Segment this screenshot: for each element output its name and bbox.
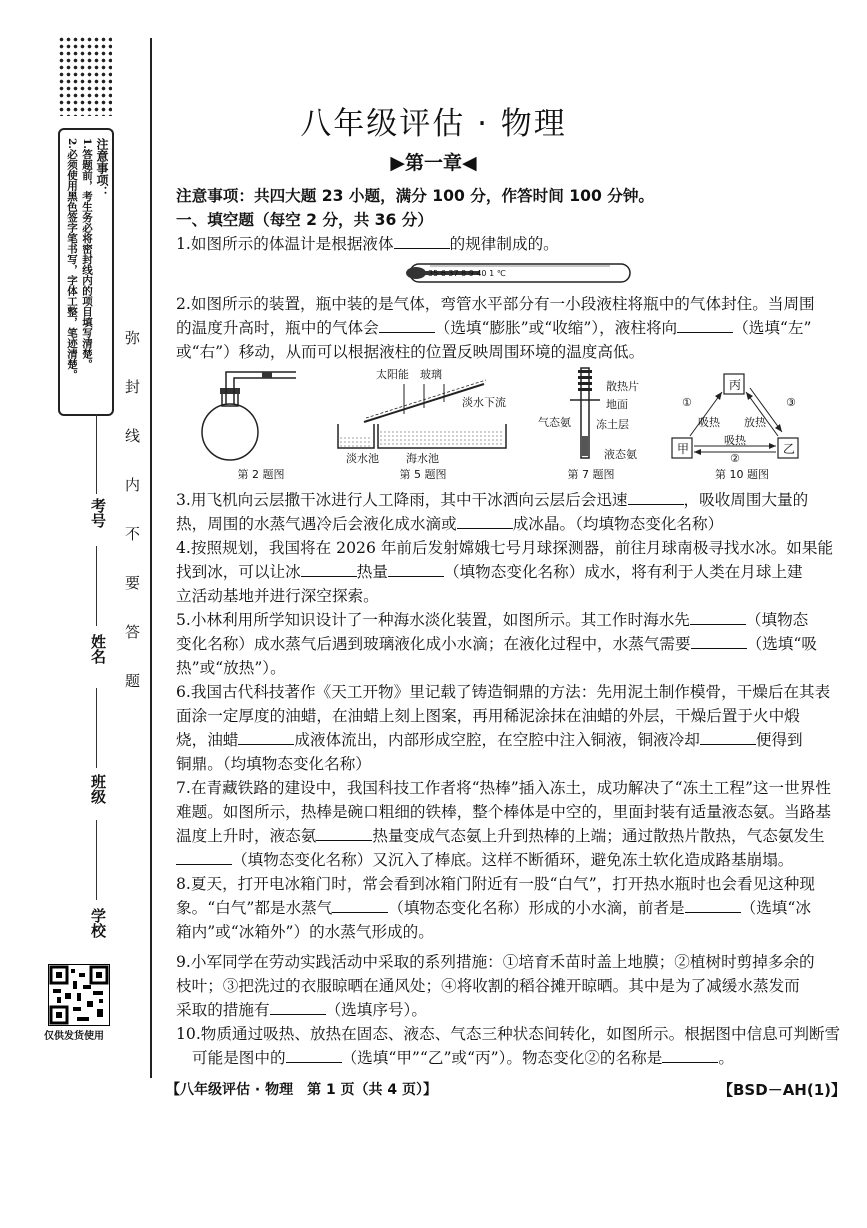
question-5-line-3: 热”或“放热”）。 — [176, 659, 286, 677]
question-8-line-1: 8.夏天，打开电冰箱门时，常会看到冰箱门附近有一股“白气”，打开热水瓶时也会看见这种现 — [176, 875, 815, 893]
fig7-label-heat-sink: 散热片 — [606, 380, 639, 393]
question-6-line-2: 面涂一定厚度的油蜡，在油蜡上刻上图案，再用稀泥涂抹在油蜡的外层，干燥后置于火中煅 — [176, 707, 800, 725]
question-6-line-3 — [176, 730, 840, 750]
q10-blank-1 — [286, 1048, 342, 1063]
question-7-line-4 — [176, 850, 840, 870]
question-10-line-2 — [192, 1048, 856, 1068]
exam-no-underline — [96, 414, 97, 494]
exam-no-label: 考号 — [89, 498, 107, 528]
thermometer-scale: 35 6 37 8 9 40 1 ℃ — [428, 269, 506, 278]
q2-text-a: 的温度升高时，瓶中的气体会 — [176, 319, 379, 337]
q6-text-a: 烧，油蜡 — [176, 731, 239, 749]
fig10-box-bing: 丙 — [729, 378, 742, 392]
q2-blank-1 — [379, 318, 435, 333]
q3-text-d: 成冰晶。（均填物态变化名称） — [512, 515, 724, 533]
question-9-line-1: 9.小军同学在劳动实践活动中采取的系列措施：①培育禾苗时盖上地膜；②植树时剪掉多余的 — [176, 953, 815, 971]
q9-text-a: 采取的措施有 — [176, 1001, 270, 1019]
footer-page-info: 【八年级评估 · 物理 第 1 页（共 4 页）】 — [166, 1082, 438, 1098]
class-label: 班级 — [89, 774, 107, 804]
q8-blank-1 — [332, 898, 388, 913]
q8-text-a: 象。“白气”都是水蒸气 — [176, 899, 333, 917]
fig7-label-gas: 气态氨 — [538, 416, 571, 429]
fig5-label-sea-pool: 海水池 — [406, 452, 439, 465]
question-4-line-3: 立活动基地并进行深空探索。 — [176, 587, 379, 605]
q2-blank-2 — [677, 318, 733, 333]
fig7-caption: 第 7 题图 — [567, 468, 615, 481]
question-3-line-2 — [176, 514, 840, 534]
q3-blank-1 — [628, 490, 684, 505]
q1-text-b: 的规律制成的。 — [449, 235, 559, 253]
notice-item-1: 1.答题前，考生务必将密封线内的项目填写清楚。 — [81, 138, 93, 370]
q4-blank-1 — [301, 562, 357, 577]
fig2-caption: 第 2 题图 — [237, 468, 285, 481]
fig10-label-2: ② — [730, 452, 740, 465]
q5-blank-2 — [691, 634, 747, 649]
q4-text-c: （填物态变化名称）成水，将有利于人类在月球上建 — [443, 563, 803, 581]
question-1 — [176, 234, 840, 254]
qr-code — [48, 964, 110, 1026]
fig2-flask-diagram — [196, 364, 306, 464]
notice-title: 注意事项： — [95, 138, 109, 198]
q3-text-b: ，吸收周围大量的 — [683, 491, 809, 509]
fig10-box-yi: 乙 — [783, 442, 796, 456]
q6-blank-2 — [700, 730, 756, 745]
question-7-line-3 — [176, 826, 840, 846]
section-heading: 一、填空题（每空 2 分，共 36 分） — [176, 211, 433, 229]
q9-text-b: （选填序号）。 — [325, 1001, 427, 1019]
question-3-line-1 — [176, 490, 840, 510]
q9-blank — [270, 1000, 326, 1015]
notice-line: 注意事项：共四大题 23 小题，满分 100 分，作答时间 100 分钟。 — [176, 187, 655, 205]
question-6-line-4: 铜鼎。（均填物态变化名称） — [176, 755, 371, 773]
q3-blank-2 — [457, 514, 513, 529]
question-8-line-2 — [176, 898, 840, 918]
q5-text-b: （填物态 — [745, 611, 809, 629]
question-5-line-1 — [176, 610, 840, 630]
q7-text-c: （填物态变化名称）又沉入了棒底。这样不断循环，避免冻土软化造成路基崩塌。 — [232, 851, 794, 869]
q3-text-a: 3.用飞机向云层撒干冰进行人工降雨，其中干冰洒向云层后会迅速 — [176, 491, 628, 509]
question-2-line-3: 或“右”）移动，从而可以根据液柱的位置反映周围环境的温度高低。 — [176, 343, 645, 361]
fig10-label-1: ① — [682, 396, 692, 409]
question-9-line-2: 枝叶；③把洗过的衣服晾晒在通风处；④将收割的稻谷摊开晾晒。其中是为了减缓水蒸发而 — [176, 977, 800, 995]
fig10-label-absorb-bottom: 吸热 — [724, 434, 746, 447]
question-5-line-2 — [176, 634, 840, 654]
q7-blank-2 — [176, 850, 232, 865]
question-9-line-3 — [176, 1000, 840, 1020]
q7-blank-1 — [316, 826, 372, 841]
q10-blank-2 — [662, 1048, 718, 1063]
q6-blank-1 — [238, 730, 294, 745]
question-4-line-1: 4.按照规划，我国将在 2026 年前后发射嫦娥七号月球探测器，前往月球南极寻找水冰。如果能 — [176, 539, 834, 557]
q10-text-b: （选填“甲”“乙”或“丙”）。物态变化②的名称是 — [341, 1049, 663, 1067]
q4-blank-2 — [388, 562, 444, 577]
q2-text-c: （选填“左” — [733, 319, 812, 337]
fig10-label-release: 放热 — [744, 416, 766, 429]
q10-text-c: 。 — [718, 1049, 734, 1067]
qr-caption: 仅供发货使用 — [44, 1031, 104, 1042]
q8-text-c: （选填“冰 — [740, 899, 811, 917]
question-7-line-1: 7.在青藏铁路的建设中，我国科技工作者将“热棒”插入冻土，成功解决了“冻土工程”这一世界性 — [176, 779, 831, 797]
question-8-line-3: 箱内”或“冰箱外”）的水蒸气形成的。 — [176, 923, 434, 941]
q5-blank-1 — [690, 610, 746, 625]
fig5-label-fresh-flow: 淡水下流 — [462, 396, 506, 409]
class-underline — [96, 688, 97, 768]
fig7-label-ground: 地面 — [606, 398, 628, 411]
q5-text-c: 变化名称）成水蒸气后遇到玻璃液化成小水滴；在液化过程中，水蒸气需要 — [176, 635, 691, 653]
chapter-heading: ▶第一章◀ — [390, 152, 477, 174]
fig5-label-glass: 玻璃 — [420, 368, 442, 381]
fig10-label-absorb-left: 吸热 — [698, 416, 720, 429]
seal-text: 弥封线内不要答题 — [123, 330, 141, 722]
q4-text-b: 热量 — [356, 563, 388, 581]
question-2-line-2 — [176, 318, 840, 338]
page-title: 八年级评估 · 物理 — [300, 106, 567, 142]
q8-blank-2 — [685, 898, 741, 913]
q1-blank — [394, 234, 450, 249]
question-2-line-1: 2.如图所示的装置，瓶中装的是气体，弯管水平部分有一小段液柱将瓶中的气体封住。当周围 — [176, 295, 815, 313]
name-label: 姓名 — [89, 634, 107, 664]
fig10-caption: 第 10 题图 — [715, 468, 769, 481]
school-label: 学校 — [89, 908, 107, 938]
question-6-line-1: 6.我国古代科技著作《天工开物》里记载了铸造铜鼎的方法：先用泥土制作模骨，干燥后在其表 — [176, 683, 831, 701]
q1-text-a: 1.如图所示的体温计是根据液体 — [176, 235, 394, 253]
fig5-label-sun: 太阳能 — [376, 368, 409, 381]
binding-line — [150, 38, 152, 1078]
q8-text-b: （填物态变化名称）形成的小水滴，前者是 — [388, 899, 685, 917]
fig5-label-fresh-pool: 淡水池 — [346, 452, 379, 465]
fig5-caption: 第 5 题图 — [399, 468, 447, 481]
school-underline — [96, 820, 97, 900]
fig7-label-liquid: 液态氨 — [604, 448, 637, 461]
q10-text-a: 可能是图中的 — [192, 1049, 286, 1067]
q7-text-a: 温度上升时，液态氨 — [176, 827, 317, 845]
fig7-label-frozen: 冻土层 — [596, 418, 629, 431]
q5-text-d: （选填“吸 — [746, 635, 817, 653]
question-10-line-1: 10.物质通过吸热、放热在固态、液态、气态三种状态间转化，如图所示。根据图中信息可判断雪 — [176, 1025, 841, 1043]
fig5-desalination-diagram — [334, 378, 514, 458]
q5-text-a: 5.小林利用所学知识设计了一种海水淡化装置，如图所示。其工作时海水先 — [176, 611, 690, 629]
name-underline — [96, 546, 97, 626]
q6-text-b: 成液体流出，内部形成空腔，在空腔中注入铜液，铜液冷却 — [294, 731, 700, 749]
q2-text-b: （选填“膨胀”或“收缩”），液柱将向 — [434, 319, 678, 337]
q3-text-c: 热，周围的水蒸气遇冷后会液化成水滴或 — [176, 515, 457, 533]
q6-text-c: 便得到 — [755, 731, 803, 749]
notice-item-2: 2.必须使用黑色签字笔书写，字体工整，笔迹清楚。 — [66, 138, 78, 380]
fig10-label-3: ③ — [786, 396, 796, 409]
q7-text-b: 热量变成气态氨上升到热棒的上端；通过散热片散热，气态氨发生 — [372, 827, 825, 845]
question-4-line-2 — [176, 562, 840, 582]
question-7-line-2: 难题。如图所示，热棒是碗口粗细的铁棒，整个棒体是中空的，里面封装有适量液态氨。当路基 — [176, 803, 831, 821]
q4-text-a: 找到冰，可以让冰 — [176, 563, 301, 581]
footer-code: 【BSD－AH(1)】 — [718, 1081, 846, 1099]
fig10-box-jia: 甲 — [677, 442, 690, 456]
